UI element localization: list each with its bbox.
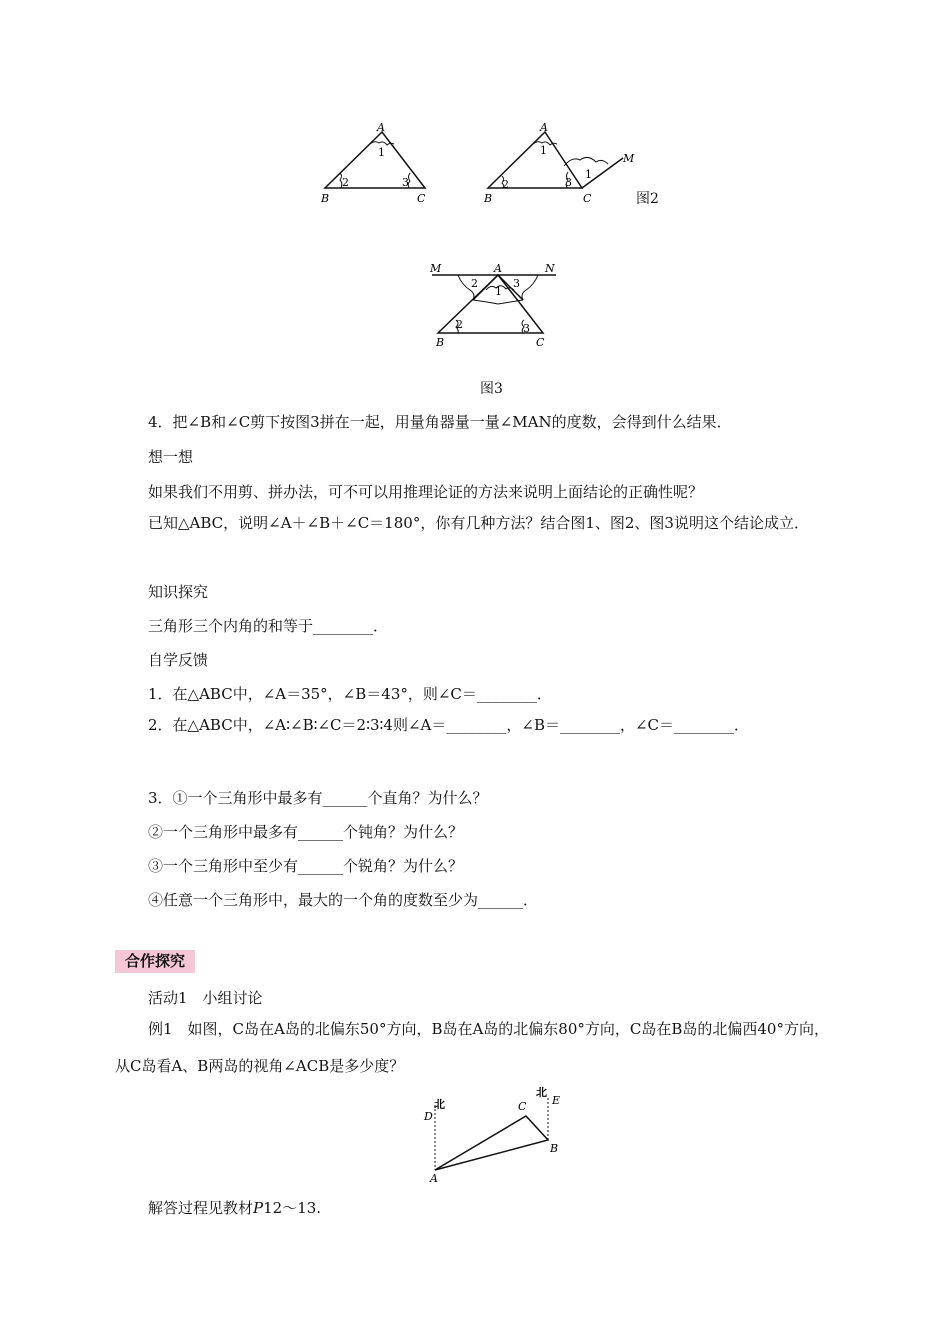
angle-1: 1 — [540, 144, 547, 157]
angle-3: 3 — [565, 176, 572, 189]
figure-islands — [420, 1080, 570, 1185]
label-B: B — [436, 336, 445, 349]
question-2: 2．在△ABC中，∠A∶∠B∶∠C＝2∶3∶4则∠A＝________，∠B＝________，∠C＝________． — [148, 716, 750, 734]
label-M: M — [623, 152, 635, 165]
angle-1: 1 — [378, 146, 385, 159]
question-1: 1．在△ABC中，∠A＝35°，∠B＝43°，则∠C＝________． — [148, 685, 552, 703]
label-A: A — [430, 1172, 438, 1185]
answer-page-p: P — [253, 1199, 264, 1217]
feedback-heading: 自学反馈 — [148, 651, 209, 669]
label-A: A — [494, 262, 502, 275]
label-B: B — [550, 1142, 559, 1155]
label-C: C — [536, 336, 545, 349]
think-question: 如果我们不用剪、拼办法，可不可以用推理论证的方法来说明上面结论的正确性呢？ — [148, 483, 704, 501]
figure-2-caption: 图2 — [636, 191, 659, 207]
answer-suffix: 12～13. — [263, 1199, 322, 1217]
known-paragraph: 已知△ABC，说明∠A＋∠B＋∠C＝180°，你有几种方法？结合图1、图2、图3说明这个结论成立． — [148, 514, 809, 532]
figure-3-triangle — [428, 260, 558, 350]
angle-3-top: 3 — [513, 277, 520, 290]
angle-2: 2 — [342, 176, 349, 189]
knowledge-text: 三角形三个内角的和等于________． — [148, 617, 389, 635]
north-label-a: 北 — [434, 1098, 445, 1111]
figure-3-caption: 图3 — [480, 381, 503, 397]
label-C: C — [518, 1100, 527, 1113]
answer-reference — [148, 1197, 321, 1218]
angle-1-moved: 1 — [585, 168, 592, 181]
angle-2-bottom: 2 — [456, 318, 463, 331]
label-D: D — [424, 1110, 433, 1123]
label-M: M — [430, 262, 442, 275]
label-C: C — [583, 192, 592, 205]
angle-3-bottom: 3 — [523, 322, 530, 335]
think-heading: 想一想 — [148, 448, 194, 466]
activity-label: 活动1 小组讨论 — [148, 989, 263, 1007]
label-C: C — [417, 192, 426, 205]
angle-1-top: 1 — [495, 285, 502, 298]
question-3-4: ④任意一个三角形中，最大的一个角的度数至少为______． — [148, 891, 539, 909]
item-4: 4．把∠B和∠C剪下按图3拼在一起，用量角器量一量∠MAN的度数，会得到什么结果． — [148, 413, 732, 431]
question-3-3: ③一个三角形中至少有______个锐角？为什么？ — [148, 857, 464, 875]
label-B: B — [484, 192, 493, 205]
answer-prefix: 解答过程见教材 — [148, 1199, 254, 1217]
angle-3: 3 — [402, 176, 409, 189]
angle-2: 2 — [502, 178, 509, 191]
figure-2-triangle — [480, 118, 640, 208]
angle-2-top: 2 — [471, 277, 478, 290]
label-A: A — [377, 121, 385, 134]
north-label-b: 北 — [536, 1086, 547, 1099]
label-A: A — [540, 121, 548, 134]
knowledge-heading: 知识探究 — [148, 583, 209, 601]
label-E: E — [552, 1094, 561, 1107]
example-1: 例1 如图，C岛在A岛的北偏东50°方向，B岛在A岛的北偏东80°方向，C岛在B岛的北偏西40°方向，从C岛看A、B两岛的视角∠ACB是多少度？ — [115, 1020, 829, 1075]
label-N: N — [545, 262, 555, 275]
question-3-2: ②一个三角形中最多有______个钝角？为什么？ — [148, 823, 464, 841]
figure-1-triangle — [315, 118, 435, 208]
section-title: 合作探究 — [115, 950, 195, 973]
question-3-1: 3．①一个三角形中最多有______个直角？为什么？ — [148, 789, 488, 807]
label-B: B — [321, 192, 330, 205]
